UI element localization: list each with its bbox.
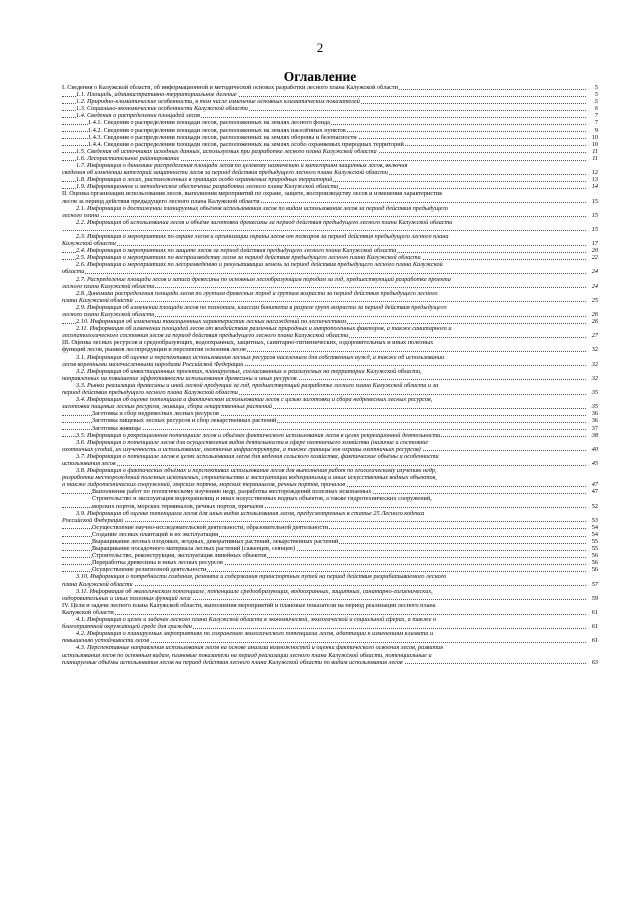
toc-entry[interactable] [62, 637, 598, 644]
toc-entry-text: 1.4.3. Сведения о распределении площади лесов, расположенных на землях обороны и безопасности [88, 133, 357, 141]
toc-entry-text: 1.6. Лесорастительное районирование [76, 154, 180, 162]
toc-entry-page: 26 [591, 318, 598, 326]
toc-entry[interactable] [62, 439, 598, 446]
toc-entry-text: Переработка древесины и иных лесных ресурсов [92, 559, 223, 567]
toc-entry-page: 10 [591, 140, 598, 148]
toc-entry[interactable] [62, 425, 598, 432]
toc-entry[interactable] [62, 354, 598, 361]
toc-entry[interactable] [62, 268, 598, 275]
toc-entry-text: II. Оценка организации использования лесов, выполнения мероприятий по охране, защите, воспроизводству лесов и изменения характеристик [62, 190, 443, 198]
toc-entry-text: 1.5. Сведения об источниках исходных данных, используемых при разработке лесного плана Калужской области [76, 147, 377, 155]
toc-entry[interactable] [62, 630, 598, 637]
toc-entry-page: 9 [594, 126, 598, 134]
toc-entry[interactable] [62, 517, 598, 524]
toc-entry[interactable] [62, 432, 598, 439]
toc-entry-text: 4.3. Перспективные направления использования лесов на основе анализа возможностей и оценки фактического освоения лесов, развития [76, 644, 444, 652]
toc-entry[interactable] [62, 254, 598, 261]
toc-entry[interactable] [62, 283, 598, 290]
toc-entry[interactable] [62, 311, 598, 318]
toc-entry-page: 32 [591, 346, 598, 354]
toc-entry-page: 15 [591, 225, 598, 233]
toc-entry-page: 26 [591, 311, 598, 318]
toc-entry-page: 32 [591, 360, 598, 368]
toc-entry-text: благоприятной окружающей среде для граждан [62, 623, 192, 631]
toc-entry-page: 20 [591, 247, 598, 255]
toc-entry[interactable] [62, 148, 598, 155]
toc-entry[interactable] [62, 247, 598, 254]
toc-entry-text: лесов за период действия предыдущего лесного плана Калужской области [62, 197, 260, 205]
toc-entry-text: Выращивание лесных плодовых, ягодных, декоративных растений, лекарственных растений [92, 538, 339, 545]
toc-entry-text: Заготовка пищевых лесных ресурсов и сбор лекарственных растений [92, 417, 277, 425]
toc-entry-text: III. Оценка лесных ресурсов и средообразующих, водоохранных, защитных, санитарно-гигиенических, оздоровительных и иных полезных [62, 339, 434, 347]
toc-entry-text: лесного плана [62, 211, 99, 219]
toc-entry[interactable] [62, 559, 598, 566]
toc-entry[interactable] [62, 368, 598, 375]
toc-entry-page: 55 [591, 538, 598, 545]
toc-entry[interactable] [62, 98, 598, 105]
toc-entry[interactable] [62, 566, 598, 573]
toc-entry-text: Строительство, реконструкция, эксплуатация линейных объектов [92, 552, 267, 560]
toc-entry-page: 13 [591, 176, 598, 184]
toc-entry[interactable] [62, 602, 598, 609]
toc-entry-text: 1.2. Природно-климатические особенности, в том числе изменение основных климатических показателей [76, 98, 360, 106]
toc-entry-page: 24 [591, 282, 598, 290]
toc-entry-page: 54 [591, 530, 598, 538]
toc-entry-text: оздоровительных и иных полезных функций леса [62, 594, 191, 602]
toc-entry[interactable] [62, 290, 598, 297]
toc-entry-text: направленных на повышение эффективности использования древесины и иных ресурсов [62, 374, 297, 382]
table-of-contents [62, 84, 598, 666]
toc-entry[interactable] [62, 346, 598, 353]
toc-entry-text: 1.4. Сведения о распределении площадей лесов [76, 112, 200, 120]
toc-entry-page: 36 [591, 417, 598, 425]
toc-entry[interactable] [62, 240, 598, 247]
toc-entry-page: 56 [591, 566, 598, 574]
toc-entry[interactable] [62, 190, 598, 197]
toc-entry-page: 45 [591, 459, 598, 467]
toc-entry-text: Российской Федерации [62, 516, 124, 524]
toc-entry[interactable] [62, 588, 598, 595]
toc-entry-page: 22 [591, 254, 598, 262]
toc-entry[interactable] [62, 524, 598, 531]
toc-entry[interactable] [62, 573, 598, 580]
toc-entry-text: 2.11. Информация об изменении площадей лесов от воздействия различных природных и антропогенных факторов, а также санитарного и [76, 325, 452, 333]
toc-entry[interactable] [62, 141, 598, 148]
toc-entry[interactable] [62, 510, 598, 517]
toc-entry[interactable] [62, 105, 598, 112]
toc-entry[interactable] [62, 552, 598, 559]
toc-entry-page: 53 [591, 516, 598, 524]
toc-entry-text: 2.1. Информация о достижении планируемых объёмов использования лесов по видам использования лесов за период действия предыдущего [76, 204, 449, 212]
toc-entry-page: 47 [591, 481, 598, 489]
toc-entry-page: 54 [591, 523, 598, 531]
toc-entry-page: 32 [591, 374, 598, 382]
toc-entry-text: Строительство и эксплуатация водохранилищ и иных искусственных водных объектов, а также гидротехнических сооружений, [92, 495, 432, 503]
toc-entry[interactable] [62, 361, 598, 368]
toc-entry-page: 35 [591, 389, 598, 397]
toc-entry-page: 17 [591, 240, 598, 248]
toc-entry-text: период действия предыдущего лесного плана Калужской области [62, 389, 238, 397]
toc-entry[interactable] [62, 595, 598, 602]
toc-entry[interactable] [62, 176, 598, 183]
toc-entry-page: 63 [591, 658, 598, 666]
toc-entry[interactable] [62, 318, 598, 325]
toc-entry-text: I. Сведения о Калужской области, об информационной и методической основах разработки лесного плана Калужской области [62, 84, 398, 91]
toc-entry[interactable] [62, 623, 598, 630]
toc-entry[interactable] [62, 205, 598, 212]
toc-entry-text: использования лесов по основным видам, плановые показатели на период реализации лесного плана Калужской области, потенциальные и [62, 651, 432, 659]
toc-entry-text: Калужской области [62, 608, 114, 616]
toc-entry-text: 3.3. Рынки реализации древесины и иной лесной продукции за год, предшествующий разработке лесного плана Калужской области и за [76, 381, 439, 389]
toc-entry-text: морских портов, морских терминалов, речных портов, причалов [92, 502, 264, 510]
toc-entry-text: 3.8. Информация о фактических объёмах и перспективах использования лесов для выполнения работ по геологическому изучению недр, [76, 467, 437, 475]
toc-entry-page: 6 [594, 105, 598, 113]
toc-entry-text: Осуществление религиозной деятельности [92, 566, 207, 574]
toc-entry[interactable] [62, 233, 598, 240]
toc-entry-page: 37 [591, 424, 598, 432]
toc-entry-text: 1.4.2. Сведения о распределении площади лесов, расположенных на землях населённых пунктов [88, 126, 346, 134]
toc-entry-text: 1.9. Информационное и методическое обеспечение разработки лесного плана Калужской области [76, 183, 339, 191]
toc-entry-text: лесопатологического состояния лесов за период действия предыдущего лесного плана Калужской области [62, 332, 349, 340]
toc-entry-text: 3.11. Информация об экологическом потенциале, потенциале средообразующих, водоохранных, защитных, санитарно-гигиенических, [76, 587, 433, 595]
toc-title: Оглавление [283, 69, 357, 84]
toc-entry-page: 11 [592, 154, 598, 162]
toc-entry[interactable] [62, 467, 598, 474]
toc-entry-page: 15 [591, 211, 598, 219]
page-number: 2 [316, 40, 324, 55]
toc-entry[interactable] [62, 396, 598, 403]
toc-entry-text: 3.1. Информация об оценке и перспективах использования лесных ресурсов населением для собственных нужд, а также об использовании [76, 353, 445, 361]
toc-entry-page: 27 [591, 332, 598, 340]
toc-entry[interactable] [62, 453, 598, 460]
toc-entry-text: Создание лесных плантаций и их эксплуатация [92, 530, 218, 538]
toc-entry[interactable] [62, 169, 598, 176]
toc-entry[interactable] [62, 212, 598, 219]
toc-entry[interactable] [62, 531, 598, 538]
toc-entry[interactable] [62, 410, 598, 417]
toc-entry-page: 38 [591, 431, 598, 439]
toc-entry-page: 36 [591, 410, 598, 418]
toc-entry-page: 5 [594, 91, 598, 99]
toc-entry-text: 2.7. Распределение площади лесов и запаса древесины по основным лесообразующим породам за год, предшествующий разработке проекта [76, 275, 451, 283]
toc-entry-text: 2.5. Информация о мероприятиях по воспроизводству лесов за период действия предыдущего лесного плана Калужской области [76, 254, 421, 262]
toc-entry-page: 61 [591, 637, 598, 645]
toc-entry-text: функций лесов, рынков лесопродукции и перспектив освоения лесов [62, 346, 246, 354]
toc-entry[interactable] [62, 162, 598, 169]
toc-entry-page: 7 [594, 112, 598, 120]
toc-entry[interactable] [62, 276, 598, 283]
toc-entry-text: Осуществление научно-исследовательской деятельности, образовательной деятельности [92, 523, 329, 531]
toc-entry-text: плана Калужской области [62, 296, 133, 304]
toc-entry-text [62, 226, 63, 233]
toc-entry-text: повышению устойчивости лесов [62, 637, 150, 645]
toc-entry-text: разработки месторождений полезных ископаемых, строительства и эксплуатации водохранилищ и иных искусственных водных объектов, [62, 474, 437, 482]
toc-entry[interactable] [62, 389, 598, 396]
toc-entry-text: 2.4. Информация о мероприятиях по защите лесов за период действия предыдущего лесного плана Калужской области [76, 247, 397, 255]
toc-entry-page: 12 [591, 169, 598, 177]
toc-entry[interactable] [62, 503, 598, 510]
toc-entry[interactable] [62, 226, 598, 233]
toc-entry-page: 56 [591, 559, 598, 567]
toc-entry-text: использования лесов [62, 459, 116, 467]
toc-entry[interactable] [62, 84, 598, 91]
toc-entry[interactable] [62, 332, 598, 339]
toc-entry-page: 57 [591, 580, 598, 588]
toc-entry-text: 2.9. Информация об изменении площади лесов по полнотам, классам бонитета в разрезе групп возраста за период действия предыдущего [76, 303, 447, 311]
toc-entry[interactable] [62, 325, 598, 332]
toc-entry-page: 14 [591, 183, 598, 191]
toc-entry[interactable] [62, 134, 598, 141]
toc-entry[interactable] [62, 495, 598, 502]
toc-entry[interactable] [62, 119, 598, 126]
toc-entry[interactable] [62, 488, 598, 495]
toc-entry-text: лесного плана Калужской области [62, 282, 155, 290]
toc-entry[interactable] [62, 112, 598, 119]
toc-entry-text: Калужской области [62, 240, 116, 248]
toc-entry-text: планируемые объёмы использования лесов на период действия лесного плана Калужской области по видам использования лесов [62, 658, 403, 666]
toc-entry-text: 1.3. Социально-экономические особенности Калужской области [76, 105, 248, 113]
toc-entry[interactable] [62, 474, 598, 481]
toc-entry[interactable] [62, 261, 598, 268]
toc-entry[interactable] [62, 127, 598, 134]
toc-entry-page: 5 [594, 98, 598, 106]
toc-entry-text: 1.1. Площадь, административно-территориальное деление [76, 91, 237, 99]
toc-entry[interactable] [62, 297, 598, 304]
toc-entry-page: 24 [591, 268, 598, 276]
toc-entry-text: 2.10. Информация об изменении таксационных характеристик лесных насаждений по лесничествам [76, 318, 346, 326]
toc-entry-page: 25 [591, 296, 598, 304]
toc-entry-text: 2.6. Информация о мероприятиях по лесоразведению и рекультивации земель за период действия предыдущего лесного плана Калужской [76, 261, 443, 269]
toc-entry-text: 2.8. Динамика распределения площади лесов по группам древесных пород и группам возраста за период действия предыдущего лесного [76, 289, 438, 297]
toc-entry-text: 3.4. Информация об оценке потенциала и фактическом использовании лесов с целью заготовки и сбора недревесных лесных ресурсов, [76, 396, 433, 404]
toc-entry-page: 10 [591, 133, 598, 141]
toc-entry-text: 3.5. Информация о рекреационном потенциале лесов и объёмах фактического использования лесов в целях рекреационной деятельности [76, 431, 441, 439]
toc-entry-page: 7 [594, 119, 598, 127]
toc-entry[interactable] [62, 375, 598, 382]
toc-entry-text: 3.6. Информация о потенциале лесов для осуществления видов деятельности в сфере охотничьего хозяйства (наличие и состояние [76, 438, 429, 446]
toc-entry[interactable] [62, 304, 598, 311]
toc-entry-text: 3.7. Информация о потенциале лесов в целях использования лесов для ведения сельского хозяйства, фактические объёмы и особенности [76, 452, 439, 460]
toc-entry-text: области [62, 268, 85, 276]
toc-entry-page: 56 [591, 552, 598, 560]
toc-entry-text: плана Калужской области [62, 580, 133, 588]
toc-entry-page: 59 [591, 594, 598, 602]
toc-entry-text: 1.4.4. Сведения о распределении площади лесов, расположенных на землях особо охраняемых природных территорий [88, 140, 404, 148]
toc-entry-text: 1.8. Информация о лесах, расположенных в границах особо охраняемых природных территорий [76, 176, 333, 184]
toc-entry[interactable] [62, 652, 598, 659]
toc-entry-text: лесов коренными малочисленными народами Российской Федерации [62, 360, 244, 368]
toc-entry-page: 47 [591, 488, 598, 496]
toc-entry-text: 4.2. Информация о планируемых мероприятиях по сохранению экологического потенциала лесов, адаптации к изменениям климата и [76, 630, 434, 638]
toc-entry-text: Заготовка и сбор недревесных лесных ресурсов [92, 410, 219, 418]
toc-entry[interactable] [62, 446, 598, 453]
toc-entry[interactable] [62, 417, 598, 424]
toc-entry-page: 40 [591, 445, 598, 453]
toc-entry[interactable] [62, 198, 598, 205]
toc-entry[interactable] [62, 616, 598, 623]
toc-entry-text: а также гидротехнических сооружений, морских портов, морских терминалов, речных портов, причалов [62, 481, 346, 489]
toc-entry[interactable] [62, 183, 598, 190]
toc-entry-text: 1.7. Информация о динамике распределения площади лесов по целевому назначению и категориям защитных лесов, включая [76, 162, 408, 170]
toc-entry[interactable] [62, 91, 598, 98]
toc-entry-page: 15 [591, 197, 598, 205]
toc-entry-page: 61 [591, 608, 598, 616]
toc-entry-text: 3.9. Информация об оценке потенциала лесов для иных видов использования лесов, предусмотренных в статье 25 Лесного кодекса [76, 509, 425, 517]
toc-entry-text: охотничьих угодий, их изученность и использование, охотничья инфраструктура, а также границы зон охраны охотничьих ресурсов) [62, 445, 421, 453]
toc-entry[interactable] [62, 581, 598, 588]
toc-entry-text: заготовки пищевых лесных ресурсов, живицы, сбора лекарственных растений [62, 403, 273, 411]
toc-entry-text: Заготовка живицы [92, 424, 141, 432]
toc-entry-text: IV. Цели и задачи лесного плана Калужской области, выполнения мероприятий и плановые показатели на период реализации лесного плана [62, 601, 436, 609]
toc-entry[interactable] [62, 339, 598, 346]
toc-entry[interactable] [62, 545, 598, 552]
toc-entry[interactable] [62, 219, 598, 226]
toc-entry-text: 4.1. Информация о целях и задачах лесного плана Калужской области в экономической, экологической и социальной сферах, а также о [76, 616, 437, 624]
toc-entry-text: 1.4.1. Сведения о распределении площади лесов, расположенных на землях лесного фонда [88, 119, 330, 127]
toc-entry[interactable] [62, 481, 598, 488]
toc-entry[interactable] [62, 644, 598, 651]
toc-entry[interactable] [62, 403, 598, 410]
toc-entry[interactable] [62, 382, 598, 389]
toc-entry-text: 2.2. Информация об использовании лесов и объёме заготовки древесины за период действия предыдущего лесного плана Калужской области [76, 218, 453, 226]
toc-entry-page: 5 [594, 84, 598, 91]
toc-entry[interactable] [62, 460, 598, 467]
toc-entry-page: 35 [591, 403, 598, 411]
toc-entry[interactable] [62, 659, 598, 666]
toc-entry-text: Выполнение работ по геологическому изучению недр, разработка месторождений полезных ископаемых [92, 488, 372, 496]
toc-entry-page: 55 [591, 545, 598, 553]
toc-entry-text: 3.10. Информация о потребности создания, ремонта и содержания транспортных путей на период действия разрабатываемого лесного [76, 573, 447, 581]
toc-entry-text: Выращивание посадочного материала лесных растений (саженцев, сеянцев) [92, 545, 296, 553]
toc-entry-text: 2.3. Информация о мероприятиях по охране лесов и организации охраны лесов от пожаров за период действия предыдущего лесного плана [76, 232, 449, 240]
toc-entry[interactable] [62, 155, 598, 162]
toc-entry-page: 11 [592, 147, 598, 155]
toc-entry[interactable] [62, 609, 598, 616]
toc-entry-text: 3.2. Информация об инвестиционных проектах, планируемых, согласованных и реализуемых на территории Калужской области, [76, 367, 422, 375]
toc-entry-page: 52 [591, 502, 598, 510]
toc-entry-page: 61 [591, 623, 598, 631]
toc-entry-text: лесного плана Калужской области [62, 311, 155, 318]
toc-entry-text: сведения об изменении категорий защитности лесов за период действия предыдущего лесного плана Калужской области [62, 169, 388, 177]
toc-entry[interactable] [62, 538, 598, 545]
